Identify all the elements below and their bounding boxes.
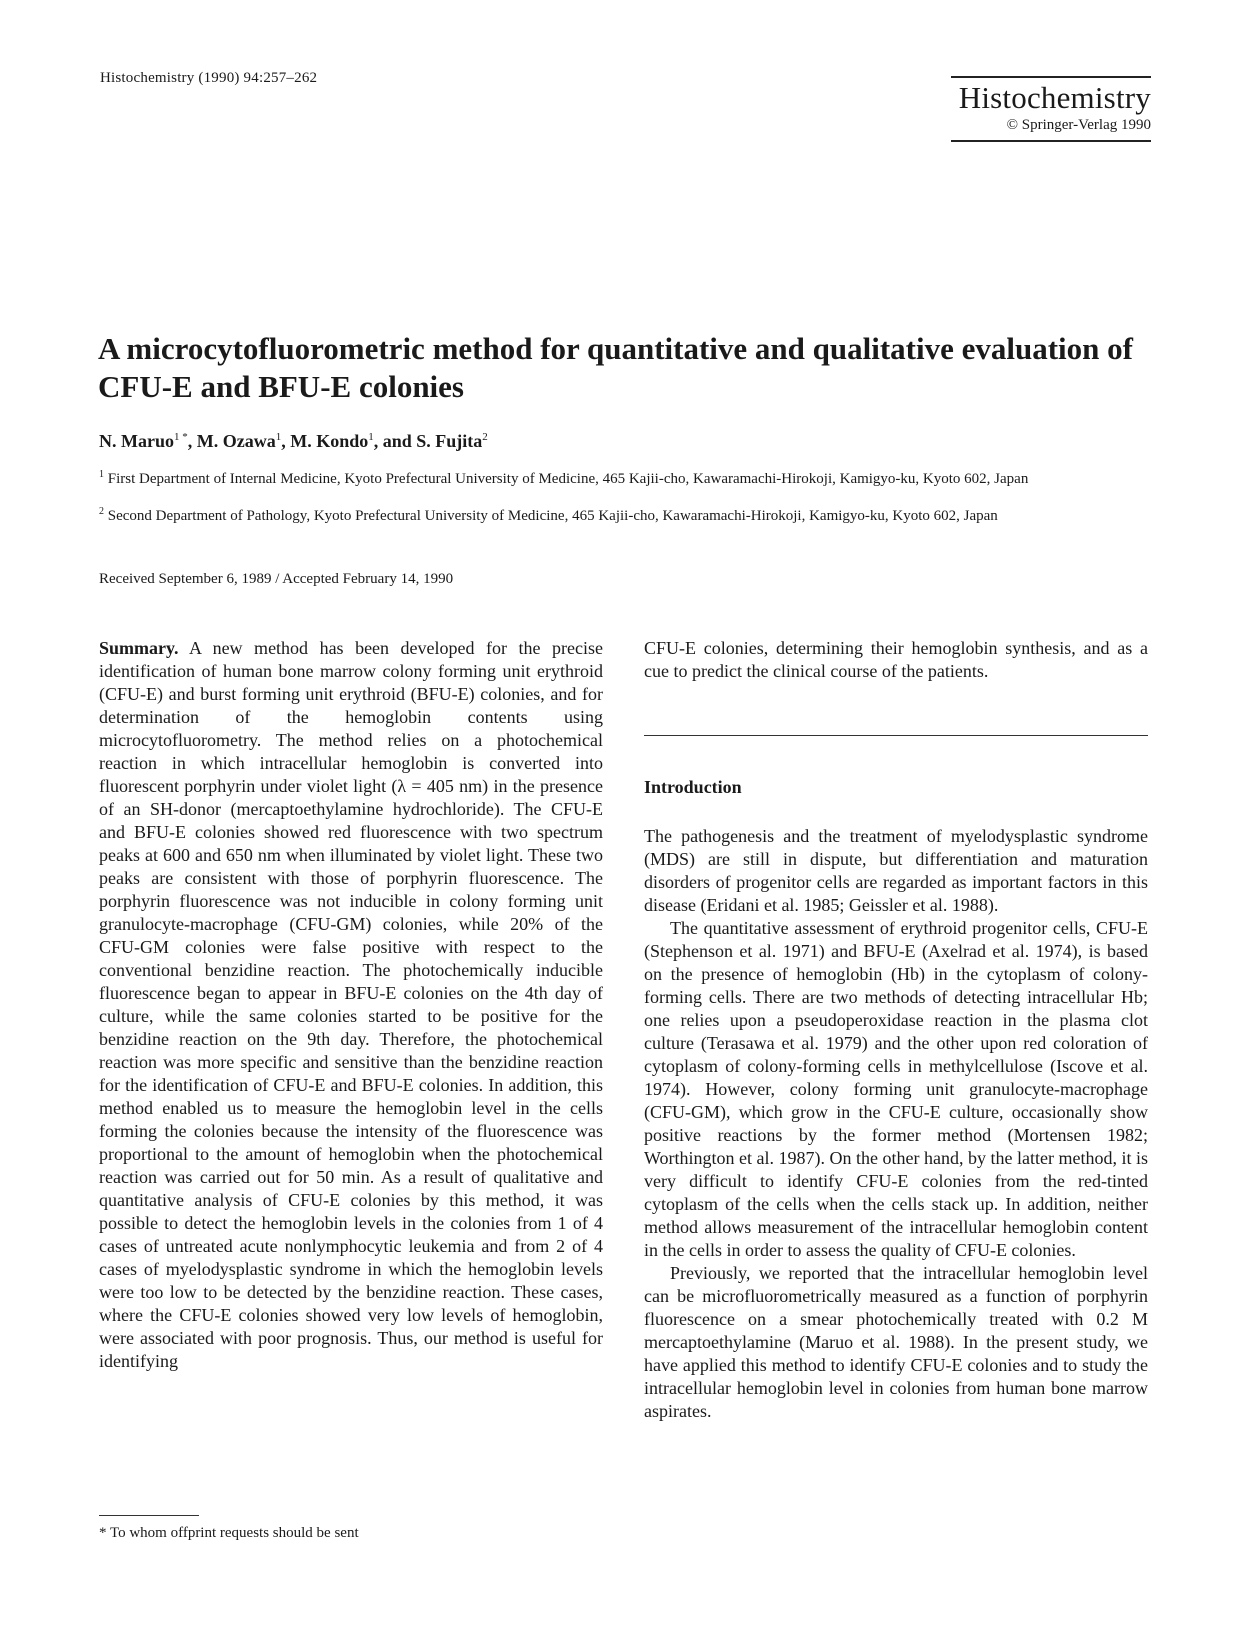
summary-text: A new method has been developed for the precise identification of human bone marrow colony forming unit erythroid (CFU-E) and burst forming unit erythroid (BFU-E) colonies, and for determination of the hemoglobin contents using microcytofluorometry. The method relies on a photochemical reaction in which intracellular hemoglobin is converted into fluorescent porphyrin under violet light (λ = 405 nm) in the presence of an SH-donor (mercaptoethylamine hydrochloride). The CFU-E and BFU-E colonies showed red fluorescence with two spectrum peaks at 600 and 650 nm when illuminated by violet light. These two peaks are consistent with those of porphyrin fluorescence. The porphyrin fluorescence was not inducible in colony forming unit granulocyte-macrophage (CFU-GM) colonies, while 20% of the CFU-GM colonies were false positive with respect to the conventional benzidine reaction. The photochemically inducible fluorescence began to appear in BFU-E colonies on the 4th day of culture, while the same colonies started to be positive for the benzidine reaction on the 9th day. Therefore, the photochemical reaction was more specific and sensitive than the benzidine reaction for the identification of CFU-E and BFU-E colonies. In addition, this method enabled us to measure the hemoglobin level in the cells forming the colonies because the intensity of the fluorescence was proportional to the amount of hemoglobin when the photochemical reaction was carried out for 50 min. As a result of qualitative and quantitative analysis of CFU-E colonies by this method, it was possible to detect the hemoglobin levels in the colonies from 1 of 4 cases of untreated acute nonlymphocytic leukemia and from 2 of 4 cases of myelodysplastic syndrome in which the hemoglobin levels were too low to be detected by the benzidine reaction. These cases, where the CFU-E colonies showed very low levels of hemoglobin, were associated with poor prognosis. Thus, our method is useful for identifying [99,638,604,1371]
masthead-top-rule [951,76,1151,78]
summary-column [99,637,603,1373]
intro-paragraph-1: The pathogenesis and the treatment of myelodysplastic syndrome (MDS) are still in dispute, but differentiation and maturation disorders of progenitor cells are regarded as important factors in this disease (Eridani et al. 1985; Geissler et al. 1988). [644,826,1148,915]
author-separator: , and [373,431,417,451]
masthead-bottom-rule [951,140,1151,142]
affiliation-text: Second Department of Pathology, Kyoto Prefectural University of Medicine, 465 Kajii-cho, Kawaramachi-Hirokoji, Kamigyo-ku, Kyoto 602, Japan [107,508,998,524]
footnote-rule [99,1515,199,1516]
author-name: N. Maruo [99,431,174,451]
article-title: A microcytofluorometric method for quantitative and qualitative evaluation of CFU-E and BFU-E colonies [98,331,1133,404]
intro-paragraph-3: Previously, we reported that the intracellular hemoglobin level can be microfluorometrically measured as a function of porphyrin fluorescence on a smear photochemically treated with 0.2 M mercaptoethylamine (Maruo et al. 1988). In the present study, we have applied this method to identify CFU-E colonies and to study the intracellular hemoglobin level in colonies from human bone marrow aspirates. [644,1263,1148,1421]
introduction-body [644,825,1148,1423]
footnote: * To whom offprint requests should be sent [99,1525,359,1541]
affiliation-2 [99,503,1154,525]
journal-citation: Histochemistry (1990) 94:257–262 [100,70,318,86]
section-separator [644,735,1148,736]
received-dates: Received September 6, 1989 / Accepted February 14, 1990 [99,571,454,587]
author-mark: 1 [368,431,374,443]
journal-name: Histochemistry [958,80,1151,115]
author-mark: 1 [275,431,282,443]
introduction-heading: Introduction [644,777,742,797]
summary-paragraph [99,637,603,1373]
intro-paragraph-2: The quantitative assessment of erythroid progenitor cells, CFU-E (Stephenson et al. 1971) and BFU-E (Axelrad et al. 1974), is based on the presence of hemoglobin (Hb) in the cytoplasm of colony-forming cells. There are two methods of detecting intracellular Hb; one relies upon a pseudoperoxidase reaction in the plasma clot culture (Terasawa et al. 1979) and the other upon red coloration of cytoplasm of colony-forming cells in methylcellulose (Iscove et al. 1974). However, colony forming unit granulocyte-macrophage (CFU-GM), which grow in the CFU-E culture, occasionally show positive reactions by the former method (Mortensen 1982; Worthington et al. 1987). On the other hand, by the latter method, it is very difficult to identify CFU-E colonies from the red-tinted cytoplasm of the cells when the cells stack up. In addition, neither method allows measurement of the intracellular hemoglobin content in the cells in order to assess the quality of CFU-E colonies. [644,918,1148,1260]
author-name: S. Fujita [416,431,483,451]
author-mark: 2 [482,431,488,443]
affiliation-1 [99,466,1154,488]
author-name: M. Ozawa [196,431,276,451]
affiliation-mark: 1 [99,469,104,480]
journal-masthead [951,76,1151,142]
author-mark: 1 * [174,431,188,443]
summary-continued-text: CFU-E colonies, determining their hemoglobin synthesis, and as a cue to predict the clinical course of the patients. [644,638,1148,681]
author-separator: , [187,431,197,451]
author-separator: , [281,431,291,451]
affiliation-mark: 2 [99,506,104,517]
copyright-notice: © Springer-Verlag 1990 [1006,117,1151,133]
summary-continued [644,637,1148,683]
author-name: M. Kondo [290,431,369,451]
summary-label: Summary. [99,638,179,658]
author-list [99,431,488,452]
affiliation-text: First Department of Internal Medicine, Kyoto Prefectural University of Medicine, 465 Kajii-cho, Kawaramachi-Hirokoji, Kamigyo-ku, Kyoto 602, Japan [107,471,1029,487]
